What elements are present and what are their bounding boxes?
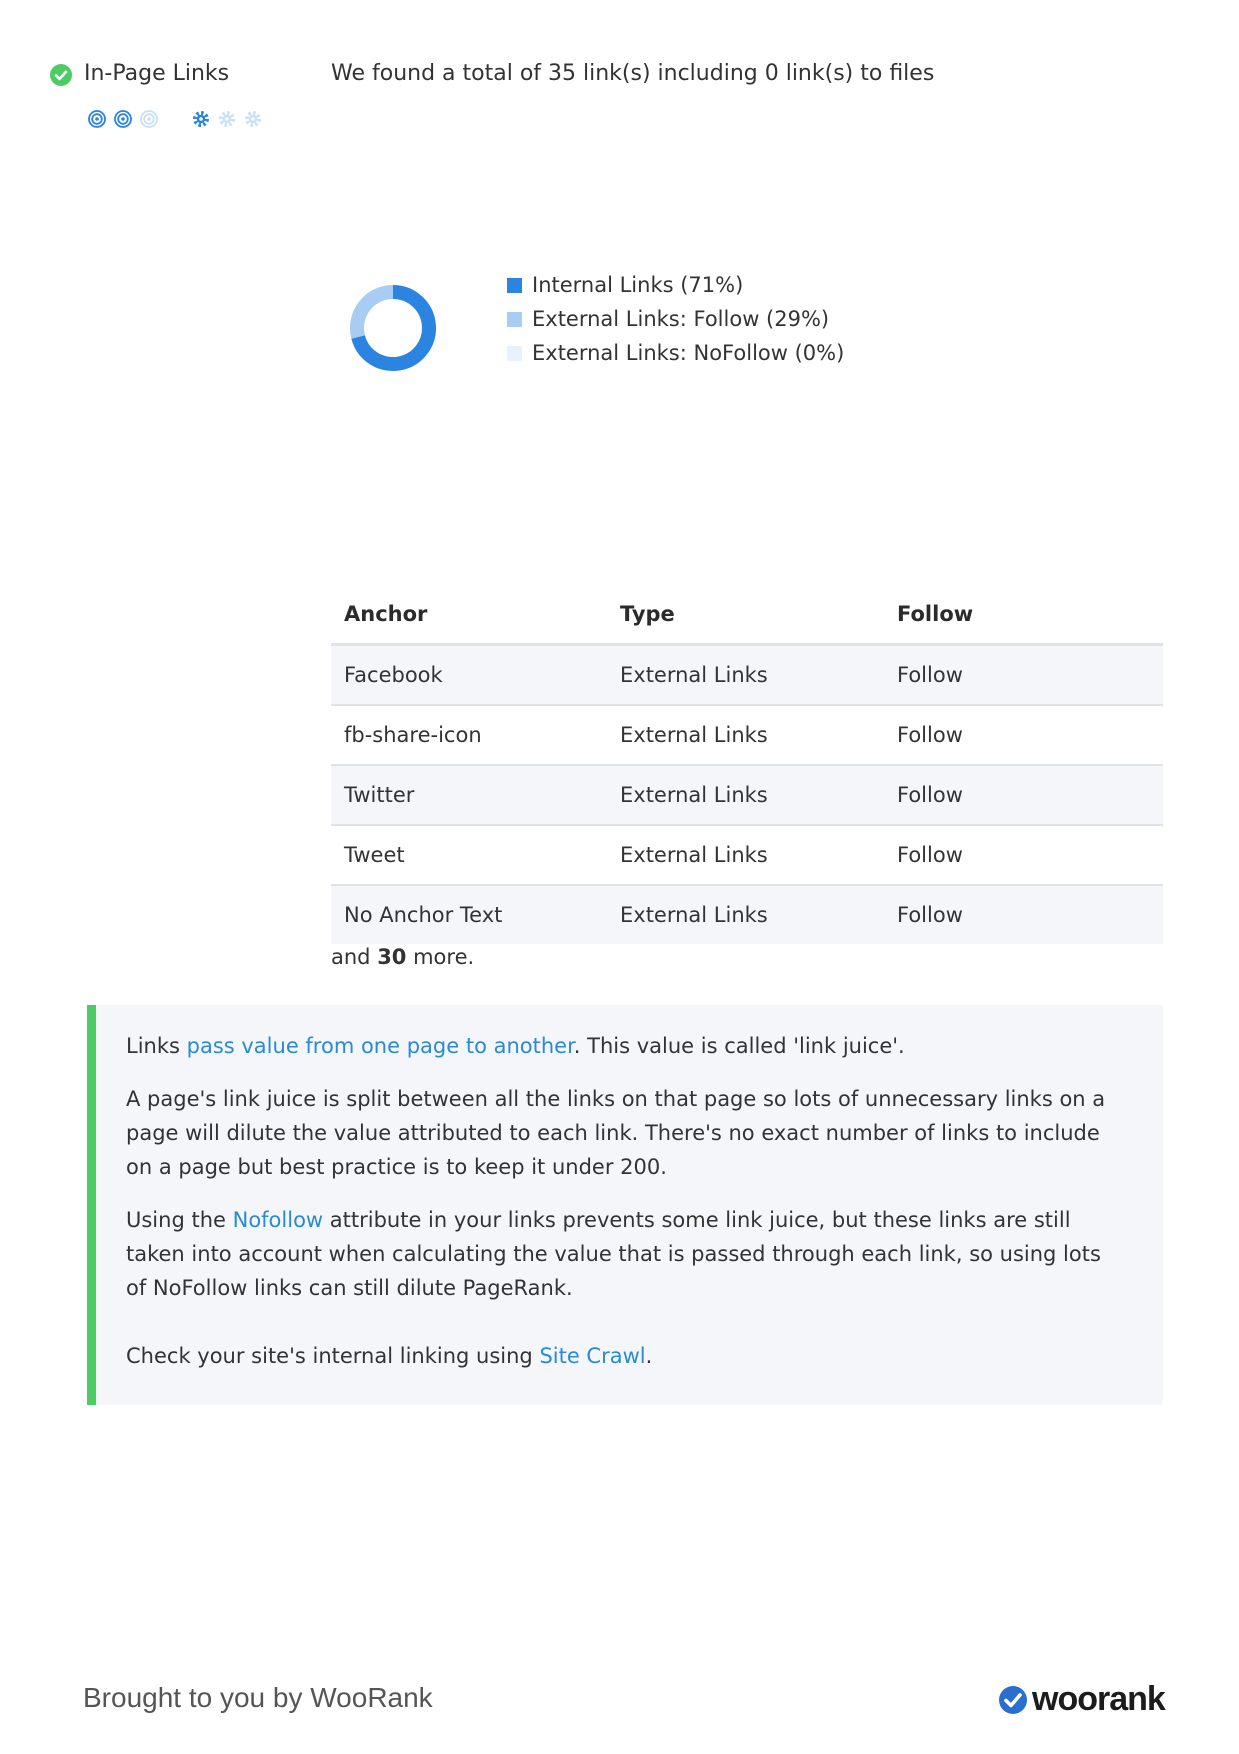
table-row [331,645,1163,706]
link-juice-link[interactable]: pass value from one page to another [186,1034,574,1058]
target-icon [141,111,157,127]
column-header-anchor: Anchor [344,602,428,626]
anchor-link[interactable]: No Anchor Text [331,885,607,944]
link-follow: Follow [884,885,1163,944]
importance-target-icons [89,111,157,127]
info-text: Using the [126,1208,233,1232]
link-follow: Follow [884,765,1163,825]
links-table [331,585,1163,944]
info-text: . This value is called 'link juice'. [573,1034,905,1058]
info-text: Links [126,1034,187,1058]
info-text: attribute in your links prevents some link juice, but these links are still taken into account when calculating the value that is passed through each link, so using lots of NoFollow links can still dilute PageRank. [126,1208,1101,1300]
link-follow: Follow [884,645,1163,706]
legend-label: External Links: Follow (29%) [532,307,830,331]
rating-icons-graphic [88,110,268,132]
check-icon [50,64,72,86]
difficulty-gear-icons [195,113,259,125]
anchor-link[interactable]: Facebook [331,645,607,706]
anchor-link[interactable]: fb-share-icon [331,705,607,765]
link-type: External Links [607,825,884,885]
table-header-row [331,585,1163,645]
links-summary: We found a total of 35 link(s) including 0 link(s) to files [331,61,935,86]
table-row [331,885,1163,944]
links-donut-chart [348,283,438,373]
link-type: External Links [607,885,884,944]
info-text: . [645,1344,653,1368]
gear-icon [247,113,259,125]
link-type: External Links [607,765,884,825]
more-prefix: and [331,945,378,969]
woorank-check-icon [998,1685,1028,1715]
table-row [331,825,1163,885]
brand-name: woorank [1032,1680,1165,1718]
link-type: External Links [607,645,884,706]
legend-item-internal [507,268,844,302]
info-paragraph [126,1339,1123,1373]
gear-icon [195,113,207,125]
info-paragraph [126,1029,1123,1063]
column-header-type: Type [620,602,675,626]
link-follow: Follow [884,705,1163,765]
legend-swatch [507,346,522,361]
rating-icons [88,110,268,132]
nofollow-link[interactable]: Nofollow [232,1208,324,1232]
footer-credit: Brought to you by WooRank [83,1682,433,1713]
anchor-link[interactable]: Tweet [331,825,607,885]
link-type: External Links [607,705,884,765]
target-icon [89,111,105,127]
info-paragraph: A page's link juice is split between all the links on that page so lots of unnecessary links on a page will dilute the value attributed to each link. There's no exact number of links to include on a page but best practice is to keep it under 200. [126,1087,1106,1179]
column-header-follow: Follow [897,602,974,626]
legend-item-external-nofollow [507,336,844,370]
link-follow: Follow [884,825,1163,885]
more-count: 30 [377,945,407,969]
legend-swatch [507,278,522,293]
chart-legend [507,268,844,370]
table-row [331,705,1163,765]
gear-icon [221,113,233,125]
more-links-note [331,945,474,969]
legend-label: External Links: NoFollow (0%) [532,341,845,365]
anchor-link[interactable]: Twitter [331,765,607,825]
table-row [331,765,1163,825]
donut-slice [357,292,393,337]
legend-swatch [507,312,522,327]
info-box [87,1005,1163,1405]
more-suffix: more. [406,945,475,969]
section-title: In-Page Links [84,61,230,86]
woorank-logo [998,1680,1165,1719]
info-text: Check your site's internal linking using [126,1344,540,1368]
target-icon [115,111,131,127]
info-paragraph [126,1203,1123,1305]
site-crawl-link[interactable]: Site Crawl [539,1344,646,1368]
legend-item-external-follow [507,302,844,336]
legend-label: Internal Links (71%) [532,273,744,297]
